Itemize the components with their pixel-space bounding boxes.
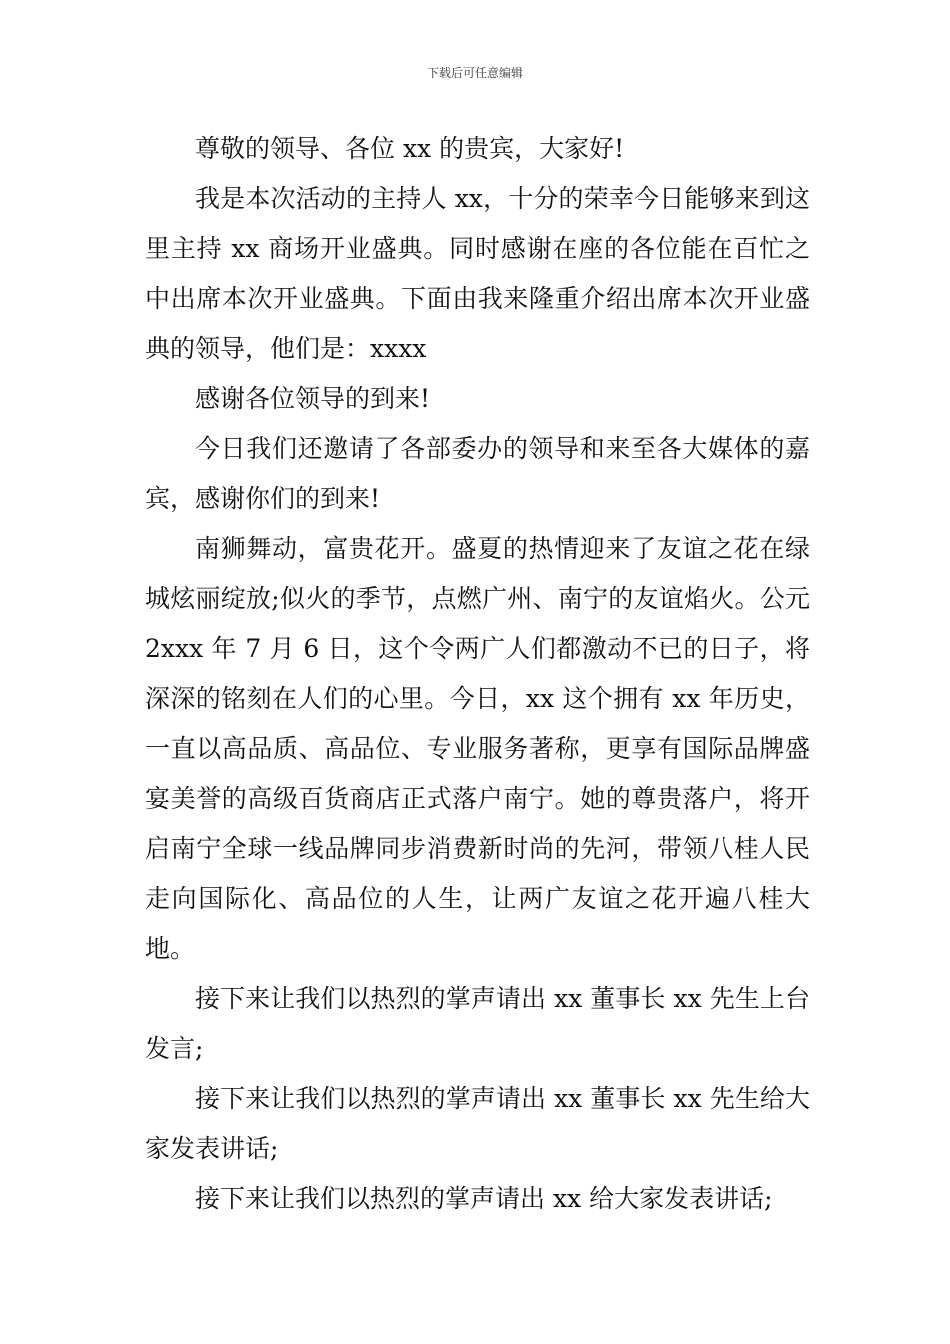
paragraph-chairman-speech: 接下来让我们以热烈的掌声请出 xx 董事长 xx 先生上台发言; [145, 984, 810, 1063]
paragraph-guest-address: 接下来让我们以热烈的掌声请出 xx 给大家发表讲话; [195, 1184, 773, 1213]
paragraph-main-speech: 南狮舞动，富贵花开。盛夏的热情迎来了友谊之花在绿城炫丽绽放;似火的季节，点燃广州、南宁的友谊焰火。公元 2xxx 年 7 月 6 日，这个令两广人们都激动不已的日子，将深深的铭刻在人们的心里。今日，xx 这个拥有 xx 年历史，一直以高品质、高品位、专业服务著称，更享有国际品牌盛宴美誉的高级百货商店正式落户南宁。她的尊贵落户，将开启南宁全球一线品牌同步消费新时尚的先河，带领八桂人民走向国际化、高品位的人生，让两广友谊之花开遍八桂大地。 [145, 534, 810, 963]
document-body [145, 124, 810, 1224]
paragraph-thanks-leaders: 感谢各位领导的到来! [195, 384, 431, 413]
paragraph-thanks-guests: 今日我们还邀请了各部委办的领导和来至各大媒体的嘉宾，感谢你们的到来! [145, 434, 810, 513]
paragraph-greeting: 尊敬的领导、各位 xx 的贵宾，大家好! [195, 134, 625, 163]
page-header-note: 下载后可任意编辑 [426, 66, 523, 80]
paragraph-chairman-address: 接下来让我们以热烈的掌声请出 xx 董事长 xx 先生给大家发表讲话; [145, 1084, 810, 1163]
paragraph-host-intro: 我是本次活动的主持人 xx，十分的荣幸今日能够来到这里主持 xx 商场开业盛典。同时感谢在座的各位能在百忙之中出席本次开业盛典。下面由我来隆重介绍出席本次开业盛典的领导，他们是：xxxx [145, 184, 810, 363]
